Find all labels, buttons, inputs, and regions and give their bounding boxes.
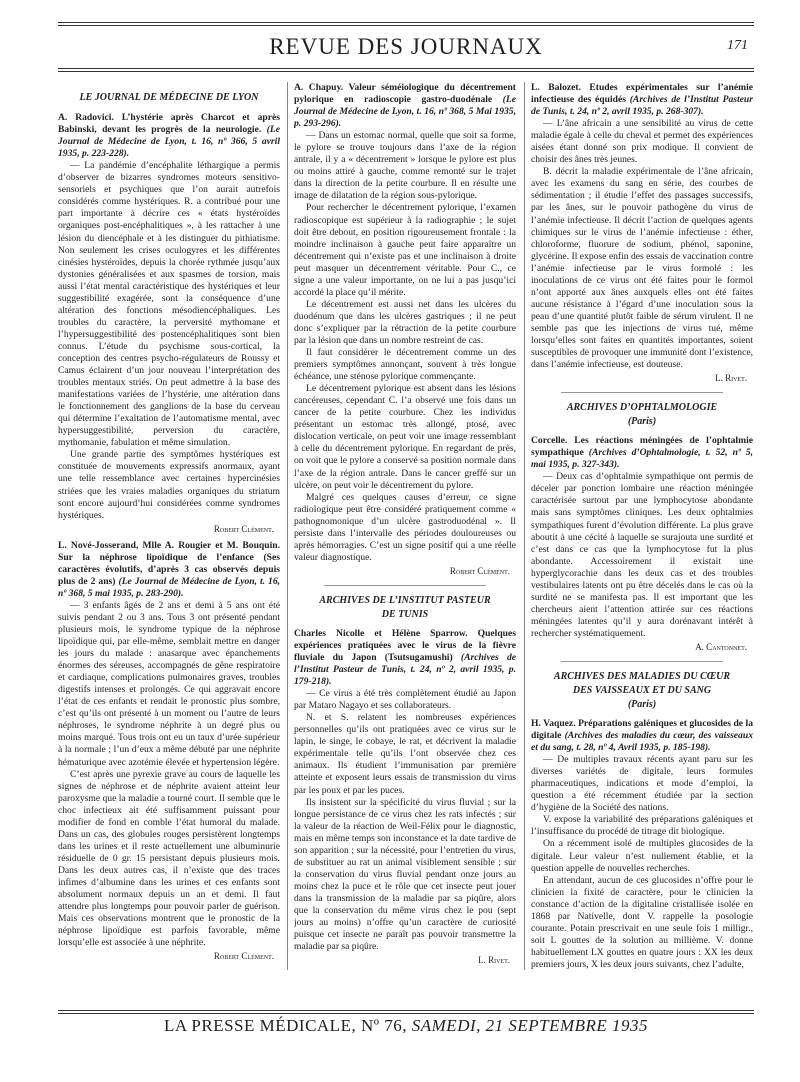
article-reference: (Le Journal de Médecine de Lyon, t. 16, nº 366, 5 avril 1935, p. 223-228). (58, 124, 280, 160)
section-title (294, 594, 516, 622)
section-title-line: (Paris) (627, 699, 657, 711)
article-heading (531, 82, 753, 118)
section-title-line: ARCHIVES DE L’INSTITUT PASTEUR (319, 594, 491, 606)
running-head (58, 30, 754, 66)
column-3 (531, 82, 753, 970)
footer-date: SAMEDI, 21 SEPTEMBRE 1935 (411, 1016, 649, 1035)
article-paragraph: Malgré ces quelques causes d’erreur, ce signe radiologique peut être considéré pratiquement comme « pathognomonique d’un ulcère gastroduodénal ». Il persiste dans l’intervalle des périodes douloureuses ou après hémorragies. C’est un signe positif qui a une réelle valeur diagnostique. (294, 491, 516, 563)
journal-title: REVUE DES JOURNAUX (269, 34, 543, 59)
article-paragraph: — Dans un estomac normal, quelle que soit sa forme, le pylore se trouve toujours dans l’axe de la région antrale, il y a « décentrement » lorsque le pylore est plus ou moins attiré à gauche, comme remonté sur le trajet dans la direction de la petite courbure. Il en résulte une image de dilatation de la région sous-pylorique. (294, 130, 516, 202)
article-signature: L. Rivet. (478, 955, 510, 966)
top-rule-double (58, 25, 754, 26)
article-reference: (Le Journal de Médecine de Lyon, t. 16, nº 368, 5 mai 1935, p. 283-290). (58, 575, 280, 599)
article-heading (531, 718, 753, 754)
article-heading (58, 540, 280, 600)
section-divider (561, 392, 723, 393)
section-divider (561, 661, 723, 662)
article-heading (294, 82, 516, 130)
article-paragraph: Ils insistent sur la spécificité du virus fluvial ; sur la longue persistance de ce virus chez les rats infectés ; sur la valeur de la réaction de Weil-Félix pour le diagnostic, mais en même temps son inconstance et la date tardive de son apparition ; sur la nécessité, pour l’entretien du virus, de substituer au rat un animal visiblement sensible ; sur la conservation du virus fluvial pendant onze jours au moins chez la puce et le rôle que cet insecte peut jouer dans la transmission de la maladie par sa piqûre, alors que la conservation du même virus chez le pou (sept jours au moins) n’offre qu’un caractère de curiosité puisque cet insecte ne paraît pas pouvoir transmettre la maladie par sa piqûre. (294, 796, 516, 953)
article-reference: (Archives de l’Institut Pasteur de Tunis, t. 24, nº 2, avril 1935, p. 179-218). (294, 652, 516, 688)
article-paragraph: C’est après une pyrexie grave au cours de laquelle les signes de néphrose et de néphrite avaient atteint leur paroxysme que la maladie a tourné court. Il semble que le choc infectieux ait été suffisamment puissant pour modifier de fond en comble l’état humoral du malade. Dans un cas, des globules rouges persistèrent longtemps dans les urines et il reste actuellement une albuminurie résiduelle de 0 gr. 15 persistant depuis plusieurs mois. Dans les deux autres cas, il n’existe que des traces infimes d’albumine dans les urines et ces enfants sont absolument normaux depuis un an et demi. Il faut attendre plus longtemps pour pouvoir parler de guérison. Mais ces observations montrent que le pronostic de la néphrose lipoïdique est parfois favorable, même lorsqu’elle est associée à une néphrite. (58, 768, 280, 949)
article-heading (58, 112, 280, 160)
footer-rule (58, 1010, 754, 1011)
article-heading-text: Corcelle. Les réactions méningées de l’ophtalmie sympathique (531, 435, 753, 459)
section-title-line: DE TUNIS (381, 608, 429, 620)
article-reference: (Archives d’Ophtalmologie, t. 52, nº 5, mai 1935, p. 327-343). (531, 447, 753, 471)
article-heading-text: A. Radovici. L’hystérie après Charcot et après Babinski, devant les progrès de la neurologie. (58, 112, 280, 136)
article-heading (294, 628, 516, 688)
article-paragraph: V. expose la variabilité des préparations galéniques et l’insuffisance du procédé de titrage dit biologique. (531, 814, 753, 838)
article-paragraph: — De multiples travaux récents ayant paru sur les diverses variétés de digitale, leurs formules pharmaceutiques, indications et mode d’emploi, la question a été récemment étudiée par la section d’hygiène de la Société des nations. (531, 754, 753, 814)
article-paragraph: — L’âne africain a une sensibilité au virus de cette maladie égale à celle du cheval et permet des expériences aisées étant donné son prix modique. Il convient de choisir des ânes très jeunes. (531, 118, 753, 166)
article-columns (58, 82, 754, 970)
page-footer (58, 1010, 754, 1040)
article-heading-text: L. Balozet. Etudes expérimentales sur l’anémie infectieuse des équidés (531, 82, 753, 106)
article-paragraph: Le décentrement pylorique est absent dans les lésions cancéreuses, cependant C. l’a observé une fois dans un cancer de la petite courbure. Chez les individus présentant un estomac très allongé, ptosé, avec dislocation verticale, on peut voir une image ressemblant à celle du décentrement pylorique. En regardant de près, on voit que le pylore a conservé sa position normale dans l’axe de la région antrale. Dans le cancer greffé sur un ulcère, on peut voir le décentrement du pylore. (294, 383, 516, 491)
article-heading-text: H. Vaquez. Préparations galéniques et glucosides de la digitale (531, 718, 753, 742)
article-reference: (Archives de l’Institut Pasteur de Tunis, t. 24, nº 2, avril 1935, p. 268-307). (531, 94, 753, 118)
article-paragraph: Le décentrement est aussi net dans les ulcères du duodénum que dans les ulcères gastriques ; il ne peut donc s’expliquer par la rétraction de la petite courbure par la lésion que dans un nombre restreint de cas. (294, 298, 516, 346)
page-number: 171 (727, 38, 748, 53)
section-title-line: ARCHIVES D’OPHTALMOLOGIE (566, 402, 718, 414)
section-title-line: DES VAISSEAUX ET DU SANG (572, 685, 712, 697)
article-reference: (Archives des maladies du cœur, des vaisseaux et du sang, t. 28, nº 4, Avril 1935, p. 185-198). (531, 730, 753, 754)
article-signature: L. Rivet. (715, 373, 747, 384)
section-title-line: (Paris) (627, 416, 657, 428)
article-reference: (Le Journal de Médecine de Lyon, t. 16, nº 368, 5 Mai 1935, p. 293-296). (294, 94, 516, 130)
article-paragraph: — La pandémie d’encéphalite léthargique a permis d’observer de bizarres syndromes moteurs sensitivo-sensoriels et psychiques que l’on aurait autrefois considérés comme hystériques. R. a contribué pour une part importante à décrire ces « états hystéroïdes organiques post-encéphalitiques », à les rattacher à une lésion du diencéphale et à les distinguer du pithiatisme. Non seulement les crises oculogyres et les différentes cinésies hystéroïdes, depuis la chorée rythmée jusqu’aux dystonies généralisées et aux spasmes de torsion, mais aussi l’état mental caractéristique des hystériques et leur suggestibilité exagérée, sont la conséquence d’une altération des fonctions mésodiencéphaliques. Les troubles du caractère, la perversité mythomane et l’hypersuggestibilité des postencéphalitiques sont bien connus. L’étude du psychisme sous-cortical, la conception des centres psycho-régulateurs de Roussy et Camus éclairent d’un jour nouveau l’interprétation des troubles mentaux striés. On peut admettre à la base des manifestations variées de l’hystérie, une altération dans le fonctionnement des ganglions de la base du cerveau qui détermine l’exaltation de l’automatisme mental, avec hypersuggestibilité, perversion du caractère, mythomanie, fabulation et même simulation. (58, 160, 280, 449)
article-paragraph: On a récemment isolé de multiples glucosides de la digitale. Leur valeur n’est nullement établie, et la question appelle de nouvelles recherches. (531, 838, 753, 874)
column-separator (524, 82, 525, 970)
article-paragraph: Une grande partie des symptômes hystériques est constituée de mouvements expressifs anormaux, ayant une telle ressemblance avec certaines hypercinésies striées que les vraies maladies organiques du striatum sont encore aujourd’hui considérées comme syndromes hystériques. (58, 449, 280, 521)
article-signature: A. Cantonnet. (695, 641, 747, 652)
section-divider (324, 585, 486, 586)
article-signature: Robert Clément. (213, 951, 274, 962)
footer-rule-double (58, 1013, 754, 1014)
article-paragraph: B. décrit la maladie expérimentale de l’âne africain, avec les examens du sang en série, des courbes de sédimentation ; il étudie l’effet des passages successifs, par les ânes, sur le pouvoir pathogène du virus de l’anémie infectieuse. Il décrit l’action de quelques agents chimiques sur le virus de l’anémie infectieuse : éther, chloroforme, fluorure de sodium, phénol, saponine, glycérine. Il expose enfin des essais de vaccination contre l’anémie infectieuse par le virus formolé : les inoculations de ce virus ont été faites pour le formol n’ont apporté aux ânes auxquels elles ont été faites aucune résistance à l’égard d’une inoculation sous la peau d’une quantité plutôt faible de sérum virulent. Il ne semble pas que les injections de virus tué, même lorsqu’elles sont faites en quantités importantes, soient susceptibles de provoquer une immunité dont l’existence, dans l’anémie infectieuse, est douteuse. (531, 166, 753, 371)
section-title: LE JOURNAL DE MÉDECINE DE LYON (79, 92, 259, 103)
article-paragraph: N. et S. relatent les nombreuses expériences personnelles qu’ils ont pratiquées avec ce virus sur le lapin, le singe, le cobaye, le rat, et décrivent la maladie expérimentale telle qu’ils l’ont observée chez ces animaux. Ils étudient l’immunisation par première atteinte et exposent leurs essais de transmission du virus par les poux et par les puces. (294, 712, 516, 796)
article-paragraph: — Deux cas d’ophtalmie sympathique ont permis de déceler par ponction lombaire une réaction méningée caractérisée surtout par une lymphocytose abondante mais sans symptômes cliniques. Les deux ophtalmies sympathiques furent d’évolution différente. La plus grave aboutit à une cécité à laquelle se surajouta une surdité et c’est dans ce cas que la lymphocytose fut la plus abondante. Accessoirement il existait une hyperglycorachie dans les deux cas et des troubles vestibulaires latents ont pu être décelés dans le cas où la surdité ne se manifesta pas. Il est important que les chercheurs aient l’attention attirée sur ces réactions méningées latentes qu’il y aura dorénavant intérêt à rechercher systématiquement. (531, 471, 753, 639)
article-heading-text: L. Nové-Josserand, Mlle A. Rougier et M. Bouquin. Sur la néphrose lipoïdique de l’enfance (Ses caractères évolutifs, d’après 3 cas observés depuis plus de 2 ans) (58, 539, 280, 587)
column-2 (294, 82, 516, 970)
column-1 (58, 82, 280, 970)
section-title (531, 670, 753, 712)
article-heading (531, 435, 753, 471)
footer-text (58, 1016, 754, 1036)
section-title-line: ARCHIVES DES MALADIES DU CŒUR (553, 671, 731, 683)
article-paragraph: Il faut considérer le décentrement comme un des premiers symptômes annonçant, souvent à très longue échéance, une sténose pylorique commençante. (294, 347, 516, 383)
article-paragraph: Pour rechercher le décentrement pylorique, l’examen radioscopique est supérieur à la radiographie ; le sujet doit être debout, en position rigoureusement frontale : la moindre inclinaison à gauche peut faire apparaître un décentrement qui n’existe pas et une inclinaison à droite peut masquer un décentrement véritable. Pour C., ce signe a une valeur importante, on ne lui a pas jusqu’ici accordé la place qu’il mérite. (294, 202, 516, 298)
article-signature: Robert Clément. (213, 523, 274, 534)
section-title (531, 401, 753, 429)
article-paragraph: En attendant, aucun de ces glucosides n’offre pour le clinicien la fixité de caractère, pour le clinicien la constance d’action de la digitaline cristallisée isolée en 1868 par Nativelle, dont V. rappelle la posologie courante. Potain prescrivait en une seule fois 1 milligr., soit L gouttes de la solution au millième. V. donne habituellement LX gouttes en quatre jours : XX les deux premiers jours, X les deux jours suivants, chez l’adulte, (531, 874, 753, 970)
article-heading-text: Charles Nicolle et Hélène Sparrow. Quelques expériences pratiquées avec le virus de la fièvre fluviale du Japon (Tsutsugamushi) (294, 627, 516, 664)
article-heading-text: A. Chapuy. Valeur séméiologique du décentrement pylorique en radioscopie gastro-duodénale (294, 82, 516, 106)
article-signature: Robert Clément. (449, 565, 510, 576)
article-paragraph: — Ce virus a été très complètement étudié au Japon par Mataro Nagayo et ses collaborateurs. (294, 688, 516, 712)
top-rule (58, 22, 754, 23)
head-rule-double (58, 71, 754, 72)
column-separator (287, 82, 288, 970)
footer-journal: LA PRESSE MÉDICALE, Nº 76, (163, 1016, 412, 1035)
head-rule (58, 68, 754, 69)
article-paragraph: — 3 enfants âgés de 2 ans et demi à 5 ans ont été suivis pendant 2 ou 3 ans. Tous 3 ont présenté pendant plusieurs mois, le syndrome typique de la néphrose lipoïdique qui, par elle-même, semblait mettre en danger les jours du malade : anasarque avec épanchements énormes des séreuses, accompagnés de gêne respiratoire et cardiaque, complications pulmonaires graves, troubles digestifs intenses et prolongés. Ce qui aggravait encore l’état de ces enfants et rendait le pronostic plus sombre, c’est qu’ils ont présenté à un moment ou l’autre de leurs néphroses, le syndrome néphrite à un degré plus ou moins marqué. Tous trois ont eu un taux d’urée supérieur à la normale ; l’un d’eux a même débuté par une néphrite hématurique avec azotémie élevée et hypertension légère. (58, 599, 280, 768)
